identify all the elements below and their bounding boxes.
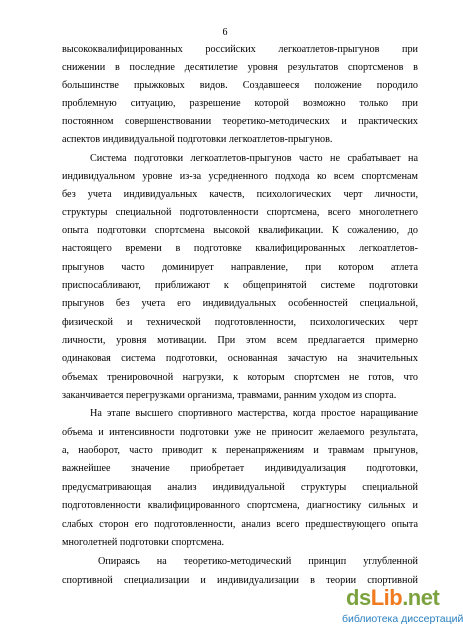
text-line: аспектов индивидуальной подготовки легкоатлетов-прыгунов. [62, 134, 333, 145]
text-line: а, наоборот, часто приводит к перенапряжениям и травмам прыгунов, [62, 445, 418, 456]
text-line: прыгунов без учета его индивидуальных особенностей специальной, [62, 298, 418, 309]
text-line: приспосабливают, приближают к общепринятой системе подготовки [62, 280, 418, 291]
watermark-tagline: библиотека диссертаций [342, 613, 463, 625]
text-line: многолетней подготовки спортсмена. [62, 537, 225, 548]
text-line: структуры специальной подготовленности спортсмена, всего многолетнего [62, 207, 418, 218]
watermark[interactable] [342, 585, 463, 631]
text-line: заканчивается перегрузками организма, травмами, ранним уходом из спорта. [62, 390, 397, 401]
text-line: подготовленности квалифицированного спортсмена, диагностику сильных и [62, 500, 418, 511]
page-number: 6 [222, 27, 228, 38]
text-line: Опираясь на теоретико-методический принцип углубленной [98, 556, 418, 567]
text-line: одинаковая система подготовки, основанная зачастую на значительных [62, 353, 418, 364]
text-line: важнейшее значение приобретает индивидуализация подготовки, [62, 463, 418, 474]
text-line: высококвалифицированных российских легкоатлетов-прыгунов при [62, 44, 418, 55]
text-line: спортивной специализации и индивидуализации в теории спортивной [62, 575, 418, 586]
text-line: большинстве прыжковых видов. Создавшееся положение породило [62, 80, 418, 91]
text-line: личности, уровня мотивации. При этом всем предлагается примерно [62, 335, 418, 346]
text-line: индивидуальном уровне из-за усредненного подхода ко всем спортсменам [62, 171, 418, 182]
text-line: опыта подготовки спортсмена высокой квалификации. К сожалению, до [62, 225, 418, 236]
text-line: На этапе высшего спортивного мастерства, когда простое наращивание [90, 408, 418, 419]
text-line: прыгунов часто доминирует направление, при котором атлета [62, 262, 418, 273]
text-line: объемах тренировочной нагрузки, к которым спортсмен не готов, что [62, 372, 418, 383]
text-line: Система подготовки легкоатлетов-прыгунов часто не срабатывает на [90, 153, 418, 164]
text-line: без учета индивидуальных качеств, психологических черт личности, [62, 189, 418, 200]
text-line: объема и интенсивности подготовки уже не приносит желаемого результата, [62, 427, 418, 438]
text-line: слабых сторон его подготовленности, анализ всего предшествующего опыта [62, 519, 418, 530]
text-line: проблемную ситуацию, разрешение которой возможно только при [62, 98, 418, 109]
dslib-logo: dsLib.net [346, 585, 440, 610]
text-line: настоящего времени в подготовке квалифицированных легкоатлетов- [62, 243, 418, 254]
text-line: предусматривающая анализ индивидуальной структуры специальной [62, 482, 418, 493]
text-line: снижении в последние десятилетие уровня результатов спортсменов в [62, 62, 418, 73]
text-line: физической и технической подготовленности, психологических черт [62, 317, 418, 328]
text-line: постоянном совершенствовании теоретико-методических и практических [62, 116, 418, 127]
